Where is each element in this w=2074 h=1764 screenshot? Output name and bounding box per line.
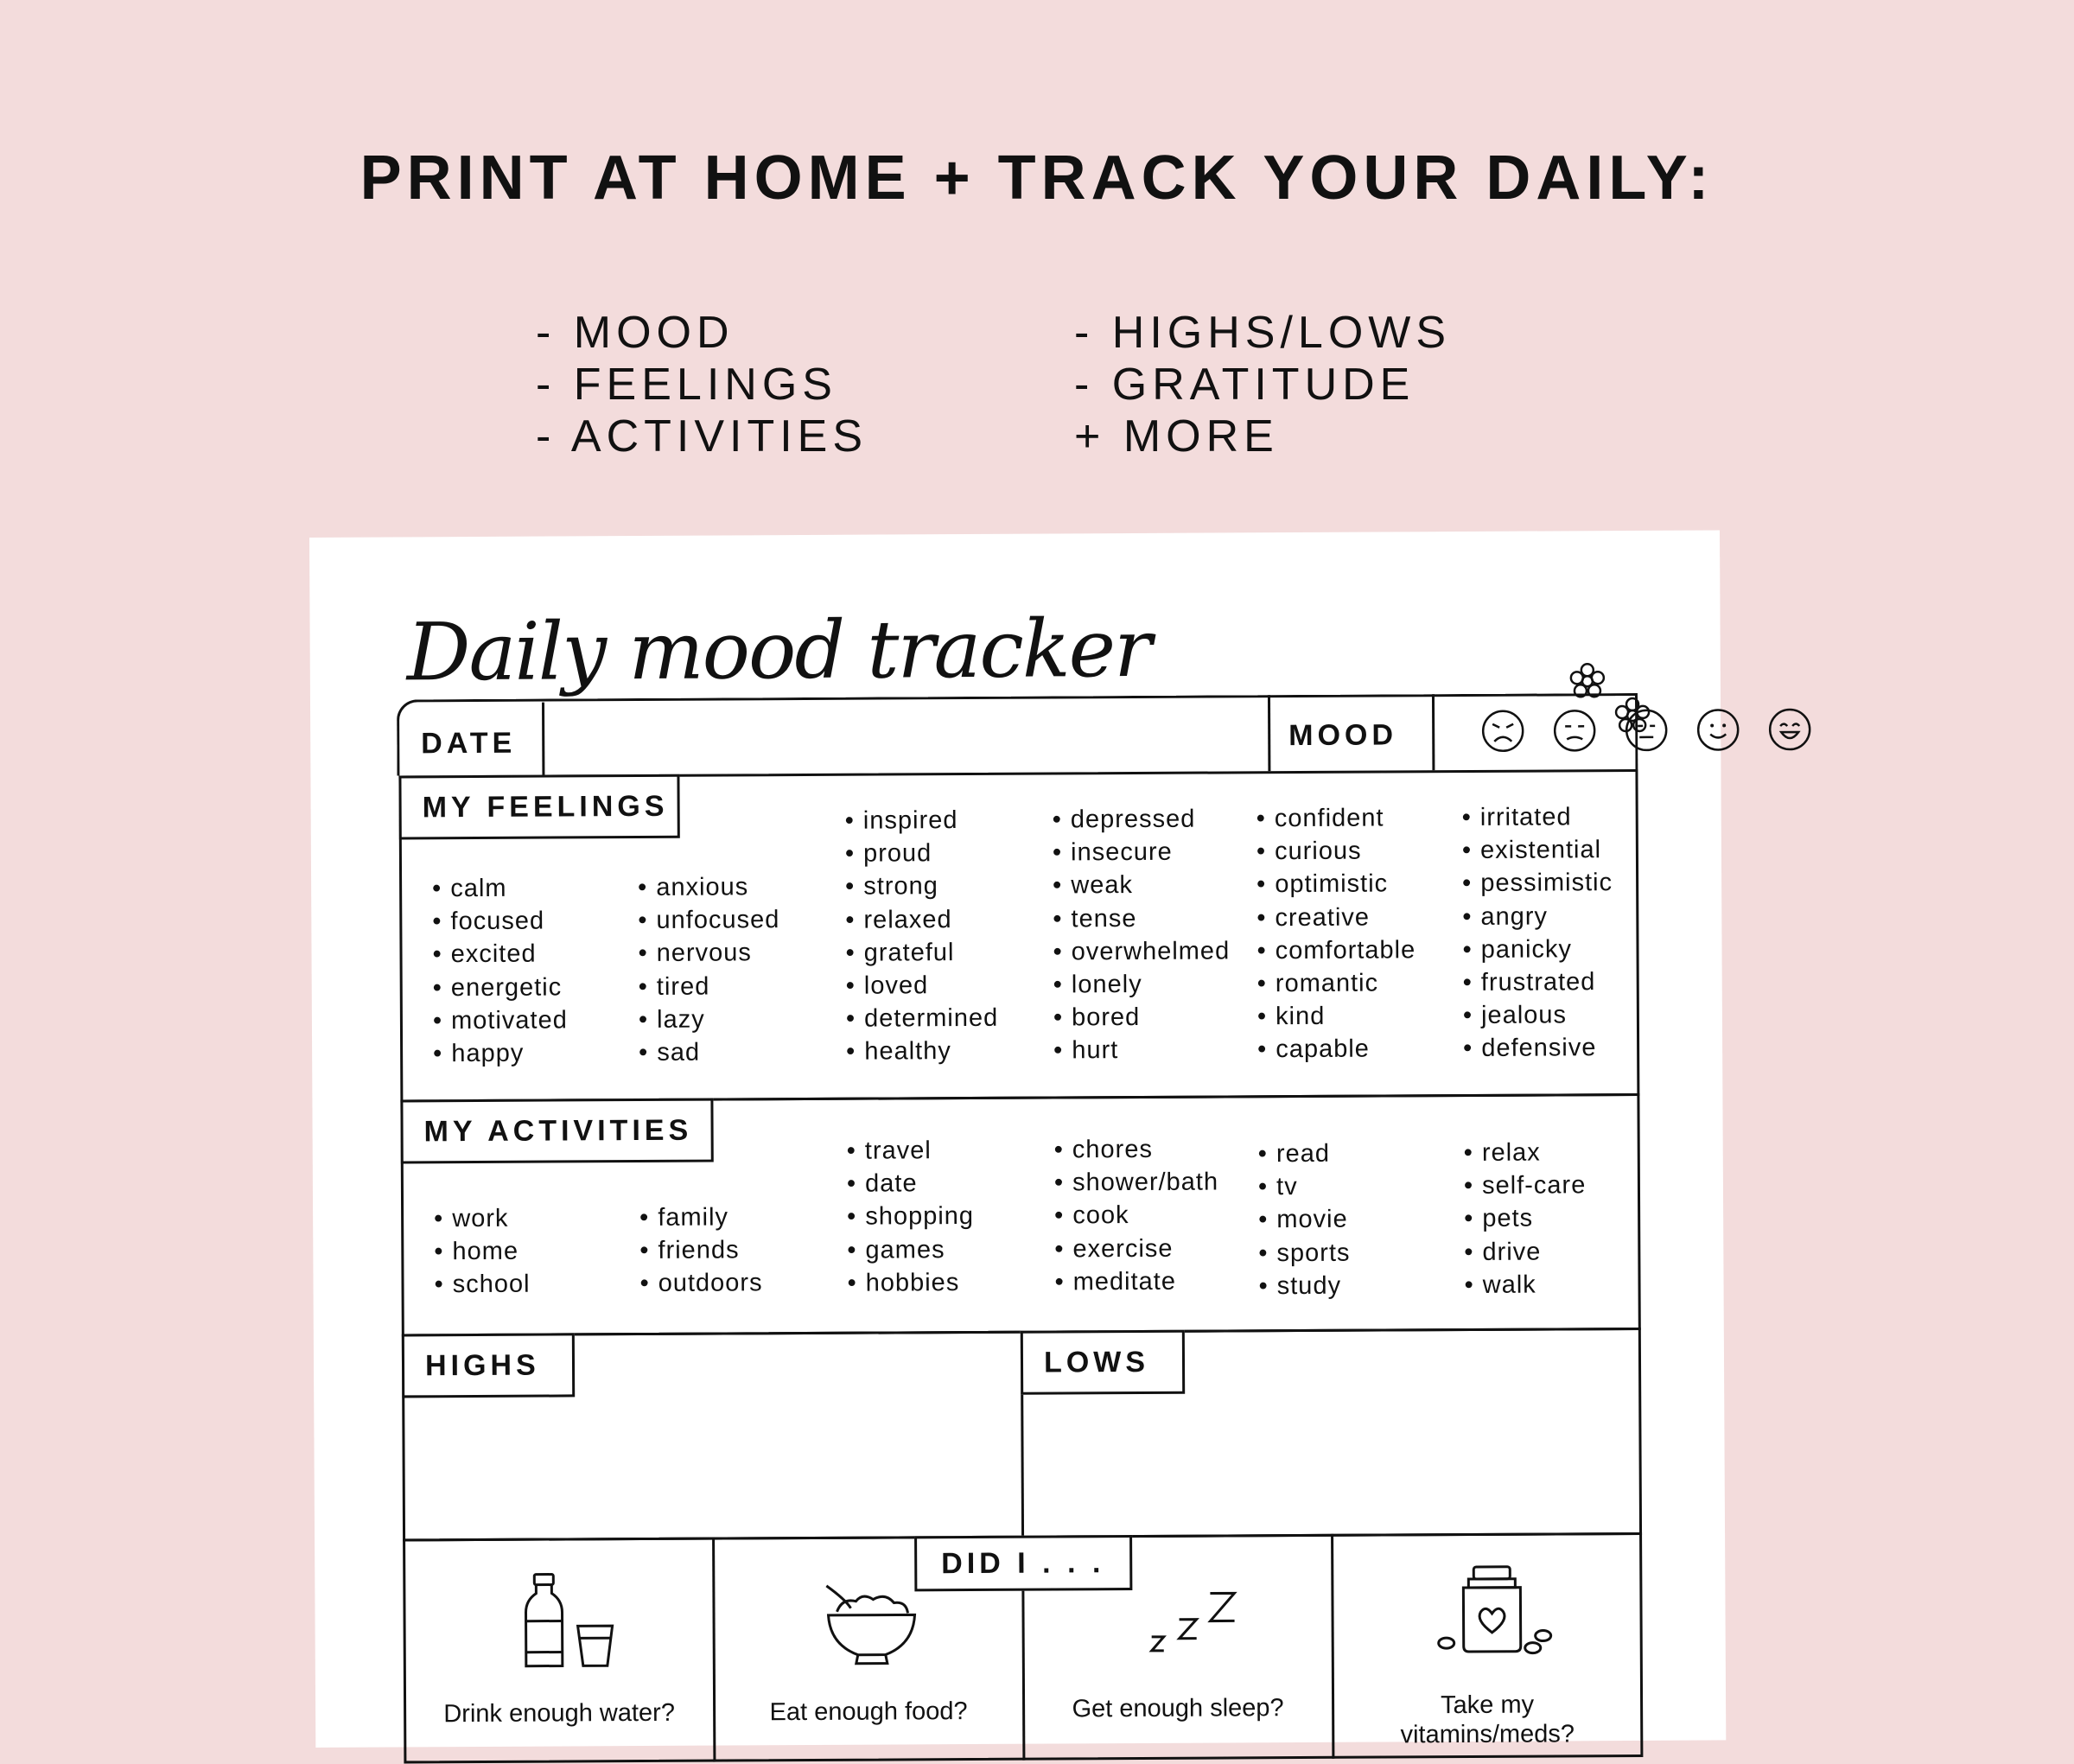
feeling-option[interactable]: • capable bbox=[1257, 1033, 1416, 1067]
activities-column bbox=[1258, 1137, 1351, 1303]
activity-option[interactable]: • read bbox=[1258, 1137, 1350, 1171]
water-bottle-glass-icon[interactable] bbox=[518, 1570, 623, 1675]
activity-option[interactable]: • drive bbox=[1464, 1235, 1587, 1269]
feeling-option[interactable]: • bored bbox=[1053, 1001, 1231, 1035]
did-i-tab: DID I . . . bbox=[914, 1535, 1132, 1591]
promo-item: - FEELINGS bbox=[536, 360, 837, 410]
activity-option[interactable]: • cook bbox=[1054, 1199, 1218, 1232]
neutral-face-icon[interactable] bbox=[1624, 708, 1669, 753]
activity-option[interactable]: • chores bbox=[1054, 1133, 1218, 1167]
headline: PRINT AT HOME + TRACK YOUR DAILY: bbox=[359, 143, 1715, 213]
happy-face-icon[interactable] bbox=[1767, 707, 1812, 752]
feeling-option[interactable]: • focused bbox=[432, 905, 567, 939]
feeling-option[interactable]: • sad bbox=[639, 1035, 780, 1069]
feeling-option[interactable]: • pessimistic bbox=[1462, 867, 1613, 901]
activity-option[interactable]: • shower/bath bbox=[1054, 1166, 1218, 1200]
feelings-column bbox=[845, 804, 999, 1069]
date-label: DATE bbox=[421, 726, 517, 761]
activity-option[interactable]: • outdoors bbox=[639, 1267, 762, 1301]
feeling-option[interactable]: • existential bbox=[1462, 833, 1613, 867]
mood-label: MOOD bbox=[1288, 718, 1398, 753]
activities-column bbox=[847, 1134, 975, 1300]
activities-column bbox=[639, 1200, 763, 1300]
food-bowl-icon[interactable] bbox=[819, 1582, 924, 1669]
promo-item: - MOOD bbox=[536, 308, 735, 358]
feeling-option[interactable]: • anxious bbox=[638, 870, 779, 904]
feeling-option[interactable]: • healthy bbox=[846, 1035, 998, 1068]
feeling-option[interactable]: • grateful bbox=[845, 936, 997, 970]
feeling-option[interactable]: • calm bbox=[432, 871, 567, 905]
feeling-option[interactable]: • hurt bbox=[1053, 1034, 1231, 1067]
feeling-option[interactable]: • lazy bbox=[639, 1003, 780, 1036]
feeling-option[interactable]: • unfocused bbox=[638, 903, 779, 937]
feeling-option[interactable]: • tense bbox=[1053, 901, 1230, 935]
activity-option[interactable]: • games bbox=[847, 1233, 974, 1267]
feeling-option[interactable]: • defensive bbox=[1463, 1032, 1613, 1066]
feeling-option[interactable]: • insecure bbox=[1053, 836, 1230, 869]
did-i-caption: Take my vitamins/meds? bbox=[1400, 1691, 1575, 1749]
feeling-option[interactable]: • inspired bbox=[845, 804, 997, 837]
highs-tab: HIGHS bbox=[402, 1333, 575, 1398]
feeling-option[interactable]: • comfortable bbox=[1256, 933, 1416, 967]
activities-column bbox=[1464, 1136, 1587, 1302]
feeling-option[interactable]: • jealous bbox=[1463, 998, 1613, 1032]
activity-option[interactable]: • movie bbox=[1258, 1203, 1350, 1237]
feelings-tab: MY FEELINGS bbox=[398, 774, 679, 840]
promo-item: - HIGHS/LOWS bbox=[1074, 308, 1452, 358]
activity-option[interactable]: • date bbox=[847, 1167, 974, 1200]
lows-field[interactable] bbox=[1027, 1395, 1633, 1528]
activity-option[interactable]: • walk bbox=[1464, 1268, 1587, 1302]
feelings-column bbox=[638, 870, 780, 1069]
sleep-zzz-icon[interactable] bbox=[1144, 1567, 1249, 1663]
feeling-option[interactable]: • determined bbox=[846, 1002, 998, 1035]
feelings-column bbox=[1256, 801, 1416, 1067]
feeling-option[interactable]: • strong bbox=[845, 869, 997, 903]
activity-option[interactable]: • work bbox=[434, 1202, 530, 1236]
feeling-option[interactable]: • angry bbox=[1462, 900, 1613, 933]
feeling-option[interactable]: • excited bbox=[432, 938, 567, 971]
did-i-caption: Eat enough food? bbox=[769, 1697, 968, 1727]
feeling-option[interactable]: • loved bbox=[846, 969, 998, 1003]
feeling-option[interactable]: • happy bbox=[433, 1036, 568, 1070]
tracker-sheet bbox=[309, 530, 1726, 1748]
did-i-caption: Drink enough water? bbox=[443, 1698, 676, 1729]
date-field[interactable] bbox=[549, 702, 1261, 771]
tracker-title: Daily mood tracker bbox=[406, 602, 1151, 699]
highs-field[interactable] bbox=[409, 1398, 1015, 1532]
activity-option[interactable]: • meditate bbox=[1054, 1264, 1218, 1298]
feeling-option[interactable]: • curious bbox=[1256, 835, 1416, 869]
feeling-option[interactable]: • frustrated bbox=[1463, 965, 1613, 999]
feeling-option[interactable]: • proud bbox=[845, 837, 997, 870]
activity-option[interactable]: • exercise bbox=[1054, 1232, 1218, 1265]
feelings-column bbox=[432, 871, 568, 1070]
feeling-option[interactable]: • energetic bbox=[433, 971, 568, 1004]
sad-face-icon[interactable] bbox=[1552, 708, 1597, 753]
activity-option[interactable]: • school bbox=[434, 1268, 530, 1302]
activity-option[interactable]: • shopping bbox=[847, 1200, 974, 1233]
feeling-option[interactable]: • lonely bbox=[1053, 967, 1231, 1001]
activity-option[interactable]: • hobbies bbox=[847, 1266, 974, 1300]
did-i-caption: Get enough sleep? bbox=[1072, 1694, 1284, 1723]
promo-item: - GRATITUDE bbox=[1074, 360, 1416, 410]
activity-option[interactable]: • travel bbox=[847, 1134, 974, 1168]
feeling-option[interactable]: • relaxed bbox=[845, 902, 997, 936]
feeling-option[interactable]: • nervous bbox=[638, 937, 779, 971]
feeling-option[interactable]: • overwhelmed bbox=[1053, 934, 1230, 968]
activity-option[interactable]: • home bbox=[434, 1235, 530, 1269]
activities-column bbox=[1054, 1133, 1219, 1299]
feeling-option[interactable]: • romantic bbox=[1257, 966, 1416, 1000]
lows-tab: LOWS bbox=[1021, 1330, 1185, 1395]
feeling-option[interactable]: • kind bbox=[1257, 1000, 1416, 1034]
feeling-option[interactable]: • optimistic bbox=[1256, 868, 1416, 901]
activity-option[interactable]: • sports bbox=[1258, 1236, 1350, 1270]
feelings-column bbox=[1053, 802, 1231, 1067]
activity-option[interactable]: • tv bbox=[1258, 1170, 1350, 1204]
promo-item: + MORE bbox=[1074, 411, 1279, 462]
promo-item: - ACTIVITIES bbox=[536, 411, 868, 462]
very-sad-face-icon[interactable] bbox=[1480, 709, 1525, 754]
activities-tab: MY ACTIVITIES bbox=[400, 1099, 713, 1164]
activity-option[interactable]: • relax bbox=[1464, 1136, 1587, 1169]
activities-column bbox=[434, 1202, 531, 1302]
feeling-option[interactable]: • motivated bbox=[433, 1003, 568, 1037]
feeling-option[interactable]: • tired bbox=[639, 970, 780, 1003]
activity-option[interactable]: • pets bbox=[1464, 1202, 1587, 1236]
feeling-option[interactable]: • irritated bbox=[1462, 800, 1613, 834]
vitamin-bottle-icon[interactable] bbox=[1434, 1563, 1556, 1667]
promo-list-right bbox=[1074, 307, 1451, 462]
activity-option[interactable]: • friends bbox=[639, 1233, 762, 1267]
feeling-option[interactable]: • weak bbox=[1053, 869, 1230, 902]
feeling-option[interactable]: • creative bbox=[1256, 901, 1416, 934]
activity-option[interactable]: • family bbox=[639, 1200, 762, 1234]
feeling-option[interactable]: • confident bbox=[1256, 801, 1416, 835]
smile-face-icon[interactable] bbox=[1695, 707, 1740, 752]
promo-list-left bbox=[536, 307, 868, 462]
activity-option[interactable]: • self-care bbox=[1464, 1169, 1587, 1202]
feeling-option[interactable]: • depressed bbox=[1053, 802, 1230, 836]
feeling-option[interactable]: • panicky bbox=[1462, 933, 1613, 966]
feelings-column bbox=[1462, 800, 1614, 1066]
activity-option[interactable]: • study bbox=[1258, 1270, 1350, 1303]
